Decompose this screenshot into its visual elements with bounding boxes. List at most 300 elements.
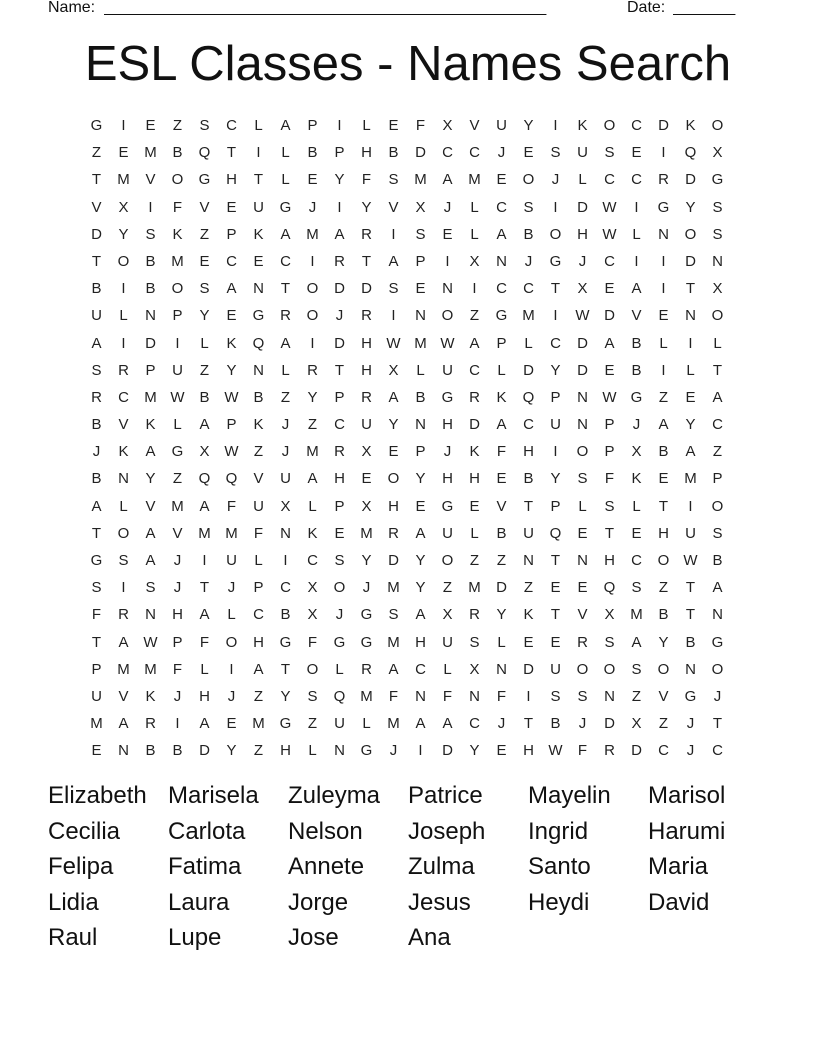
grid-letter: U bbox=[334, 715, 345, 733]
grid-letter: A bbox=[118, 715, 129, 733]
grid-letter: P bbox=[172, 633, 183, 651]
grid-letter: B bbox=[145, 742, 156, 760]
name-blank-line: ____________________________________________________ bbox=[104, 0, 546, 16]
grid-letter: S bbox=[712, 524, 723, 542]
grid-letter: A bbox=[442, 715, 453, 733]
grid-letter: I bbox=[148, 198, 153, 216]
grid-letter: U bbox=[577, 144, 588, 162]
grid-letter: L bbox=[470, 198, 479, 216]
grid-letter: C bbox=[631, 117, 642, 134]
grid-letter: E bbox=[415, 280, 426, 298]
grid-letter: R bbox=[361, 660, 372, 678]
grid-letter: H bbox=[226, 171, 237, 189]
grid-letter: H bbox=[361, 361, 372, 379]
grid-letter: C bbox=[280, 579, 291, 597]
grid-letter: E bbox=[496, 171, 507, 189]
grid-letter: U bbox=[550, 416, 561, 434]
grid-letter: P bbox=[226, 416, 237, 434]
grid-letter: Z bbox=[199, 361, 210, 379]
grid-letter: C bbox=[442, 144, 453, 162]
grid-letter: N bbox=[658, 225, 669, 243]
grid-letter: E bbox=[388, 443, 399, 461]
grid-letter: W bbox=[224, 443, 239, 461]
grid-letter: E bbox=[685, 388, 696, 406]
grid-letter: H bbox=[361, 334, 372, 352]
grid-letter: O bbox=[117, 524, 130, 542]
grid-letter: C bbox=[226, 117, 237, 134]
grid-letter: G bbox=[360, 742, 373, 760]
word-list-item: David bbox=[648, 888, 710, 916]
grid-letter: U bbox=[91, 687, 102, 705]
grid-letter: J bbox=[578, 715, 587, 733]
grid-letter: I bbox=[661, 252, 666, 270]
grid-letter: H bbox=[172, 606, 183, 624]
grid-letter: P bbox=[415, 443, 426, 461]
grid-letter: U bbox=[442, 633, 453, 651]
grid-letter: E bbox=[469, 497, 480, 515]
grid-letter: O bbox=[387, 470, 400, 488]
grid-letter: Z bbox=[199, 225, 210, 243]
grid-letter: L bbox=[200, 334, 209, 352]
grid-letter: N bbox=[712, 606, 723, 624]
grid-letter: G bbox=[360, 633, 373, 651]
grid-letter: L bbox=[227, 606, 236, 624]
grid-letter: E bbox=[415, 497, 426, 515]
grid-letter: L bbox=[632, 497, 641, 515]
grid-letter: E bbox=[361, 470, 372, 488]
grid-letter: I bbox=[661, 361, 666, 379]
grid-letter: M bbox=[198, 524, 211, 542]
grid-letter: J bbox=[713, 687, 722, 705]
grid-letter: U bbox=[253, 198, 264, 216]
grid-letter: T bbox=[658, 497, 669, 515]
grid-letter: T bbox=[550, 280, 561, 298]
grid-letter: E bbox=[334, 524, 345, 542]
grid-letter: K bbox=[496, 388, 507, 406]
grid-letter: N bbox=[523, 552, 534, 569]
word-list-item: Marisela bbox=[168, 782, 259, 809]
grid-letter: X bbox=[712, 144, 723, 162]
grid-letter: D bbox=[577, 198, 588, 216]
grid-letter: M bbox=[171, 497, 184, 515]
grid-letter: A bbox=[334, 225, 345, 243]
grid-letter: J bbox=[308, 198, 317, 216]
grid-letter: M bbox=[225, 524, 238, 542]
word-list-item: Felipa bbox=[48, 853, 114, 881]
grid-letter: C bbox=[496, 198, 507, 216]
grid-letter: A bbox=[91, 497, 102, 515]
grid-letter: D bbox=[334, 334, 345, 352]
grid-letter: N bbox=[118, 470, 129, 488]
grid-letter: S bbox=[388, 171, 399, 189]
grid-letter: J bbox=[335, 307, 344, 325]
grid-letter: S bbox=[388, 280, 399, 298]
grid-letter: P bbox=[496, 334, 507, 352]
grid-letter: M bbox=[306, 225, 319, 243]
grid-letter: L bbox=[254, 117, 263, 134]
grid-letter: K bbox=[172, 225, 183, 243]
word-list-item: Jorge bbox=[288, 888, 349, 916]
grid-letter: L bbox=[281, 171, 290, 189]
grid-letter: A bbox=[712, 388, 723, 406]
grid-letter: B bbox=[523, 470, 534, 488]
word-list-item: Jesus bbox=[408, 888, 471, 916]
grid-letter: Q bbox=[198, 470, 211, 488]
grid-letter: T bbox=[361, 252, 372, 270]
grid-letter: G bbox=[171, 443, 184, 461]
grid-letter: M bbox=[144, 660, 157, 678]
grid-letter: B bbox=[91, 416, 102, 434]
grid-letter: M bbox=[117, 660, 130, 678]
grid-letter: B bbox=[658, 443, 669, 461]
grid-letter: I bbox=[553, 198, 558, 216]
grid-letter: J bbox=[578, 252, 587, 270]
grid-letter: L bbox=[659, 334, 668, 352]
grid-letter: P bbox=[91, 660, 102, 678]
grid-letter: O bbox=[171, 171, 184, 189]
grid-letter: Y bbox=[523, 117, 534, 134]
grid-letter: A bbox=[658, 416, 669, 434]
grid-letter: C bbox=[307, 552, 318, 569]
word-list-item: Fatima bbox=[168, 853, 242, 881]
grid-letter: S bbox=[712, 225, 723, 243]
grid-letter: A bbox=[712, 579, 723, 597]
grid-letter: P bbox=[172, 307, 183, 325]
grid-letter: I bbox=[310, 252, 315, 270]
grid-letter: G bbox=[252, 307, 265, 325]
grid-letter: T bbox=[280, 280, 291, 298]
grid-letter: P bbox=[307, 117, 318, 134]
grid-letter: J bbox=[227, 579, 236, 597]
grid-letter: N bbox=[280, 524, 291, 542]
grid-letter: P bbox=[145, 361, 156, 379]
grid-letter: T bbox=[712, 361, 723, 379]
grid-letter: T bbox=[91, 171, 102, 189]
page-title: ESL Classes - Names Search bbox=[84, 37, 732, 91]
grid-letter: J bbox=[551, 171, 560, 189]
grid-letter: G bbox=[441, 388, 454, 406]
header-line bbox=[48, 0, 748, 20]
grid-letter: E bbox=[550, 579, 561, 597]
grid-letter: J bbox=[281, 443, 290, 461]
grid-letter: I bbox=[418, 742, 423, 760]
grid-letter: Q bbox=[333, 687, 346, 705]
grid-letter: J bbox=[686, 715, 695, 733]
grid-letter: O bbox=[441, 552, 454, 569]
grid-letter: L bbox=[713, 334, 722, 352]
word-list-item: Jose bbox=[288, 924, 339, 952]
grid-letter: X bbox=[415, 198, 426, 216]
grid-letter: E bbox=[658, 470, 669, 488]
grid-letter: L bbox=[281, 144, 290, 162]
grid-letter: Y bbox=[658, 633, 669, 651]
grid-letter: V bbox=[496, 497, 507, 515]
grid-letter: X bbox=[469, 660, 480, 678]
grid-letter: L bbox=[416, 361, 425, 379]
grid-letter: B bbox=[280, 606, 291, 624]
grid-letter: B bbox=[496, 524, 507, 542]
grid-letter: L bbox=[578, 171, 587, 189]
grid-letter: X bbox=[469, 252, 480, 270]
word-list-item: Ingrid bbox=[528, 817, 589, 845]
grid-letter: E bbox=[199, 252, 210, 270]
grid-letter: V bbox=[118, 416, 129, 434]
grid-letter: B bbox=[91, 280, 102, 298]
grid-letter: Y bbox=[361, 552, 372, 569]
grid-letter: L bbox=[200, 660, 209, 678]
grid-letter: W bbox=[143, 633, 158, 651]
grid-letter: C bbox=[604, 171, 615, 189]
grid-letter: C bbox=[712, 742, 723, 760]
grid-letter: S bbox=[631, 579, 642, 597]
grid-letter: M bbox=[360, 524, 373, 542]
grid-letter: O bbox=[306, 307, 319, 325]
grid-letter: N bbox=[685, 660, 696, 678]
grid-letter: U bbox=[442, 361, 453, 379]
grid-letter: P bbox=[226, 225, 237, 243]
grid-letter: S bbox=[604, 633, 615, 651]
grid-letter: L bbox=[443, 660, 452, 678]
grid-letter: A bbox=[145, 552, 156, 569]
grid-letter: X bbox=[442, 117, 453, 134]
grid-letter: N bbox=[469, 687, 480, 705]
grid-letter: S bbox=[145, 579, 156, 597]
grid-letter: N bbox=[496, 660, 507, 678]
grid-letter: I bbox=[553, 443, 558, 461]
grid-letter: H bbox=[658, 524, 669, 542]
grid-letter: C bbox=[658, 742, 669, 760]
grid-letter: X bbox=[118, 198, 129, 216]
grid-letter: T bbox=[199, 579, 210, 597]
grid-letter: I bbox=[337, 117, 342, 134]
grid-letter: O bbox=[117, 252, 130, 270]
word-list-item: Marisol bbox=[648, 782, 726, 809]
grid-letter: R bbox=[307, 361, 318, 379]
grid-letter: S bbox=[550, 144, 561, 162]
grid-letter: W bbox=[386, 334, 401, 352]
word-list-item: Heydi bbox=[528, 888, 590, 916]
grid-letter: J bbox=[443, 198, 452, 216]
grid-letter: Y bbox=[226, 742, 237, 760]
grid-letter: H bbox=[577, 225, 588, 243]
grid-letter: R bbox=[334, 252, 345, 270]
grid-letter: X bbox=[712, 280, 723, 298]
grid-letter: M bbox=[468, 579, 481, 597]
grid-letter: I bbox=[661, 280, 666, 298]
grid-letter: Z bbox=[307, 715, 318, 733]
grid-letter: A bbox=[253, 660, 264, 678]
grid-letter: B bbox=[145, 280, 156, 298]
grid-letter: O bbox=[549, 225, 562, 243]
grid-letter: H bbox=[199, 687, 210, 705]
grid-letter: H bbox=[469, 470, 480, 488]
grid-letter: R bbox=[145, 715, 156, 733]
grid-letter: B bbox=[415, 388, 426, 406]
name-label: Name: bbox=[48, 0, 96, 16]
grid-letter: G bbox=[279, 633, 292, 651]
grid-letter: Y bbox=[415, 579, 426, 597]
grid-letter: A bbox=[118, 633, 129, 651]
grid-letter: H bbox=[253, 633, 264, 651]
grid-letter: F bbox=[415, 117, 426, 134]
grid-letter: N bbox=[415, 416, 426, 434]
grid-letter: L bbox=[335, 660, 344, 678]
grid-letter: V bbox=[253, 470, 264, 488]
grid-letter: Y bbox=[550, 470, 561, 488]
grid-letter: A bbox=[199, 497, 210, 515]
grid-letter: A bbox=[442, 171, 453, 189]
grid-letter: A bbox=[388, 388, 399, 406]
letter-grid bbox=[83, 112, 731, 765]
grid-letter: E bbox=[658, 307, 669, 325]
grid-letter: A bbox=[280, 334, 291, 352]
grid-letter: X bbox=[361, 443, 372, 461]
grid-letter: X bbox=[307, 579, 318, 597]
grid-letter: L bbox=[470, 524, 479, 542]
grid-letter: V bbox=[145, 497, 156, 515]
grid-letter: L bbox=[254, 552, 263, 569]
grid-letter: W bbox=[602, 225, 617, 243]
grid-letter: N bbox=[253, 280, 264, 298]
grid-letter: G bbox=[711, 633, 724, 651]
grid-letter: H bbox=[361, 144, 372, 162]
grid-letter: S bbox=[604, 144, 615, 162]
grid-letter: J bbox=[227, 687, 236, 705]
grid-letter: O bbox=[306, 280, 319, 298]
grid-letter: G bbox=[657, 198, 670, 216]
grid-letter: J bbox=[389, 742, 398, 760]
grid-letter: Z bbox=[712, 443, 723, 461]
grid-letter: M bbox=[117, 171, 130, 189]
grid-letter: H bbox=[523, 742, 534, 760]
grid-letter: S bbox=[388, 606, 399, 624]
grid-letter: W bbox=[170, 388, 185, 406]
grid-letter: L bbox=[173, 416, 182, 434]
grid-letter: Q bbox=[684, 144, 697, 162]
grid-letter: Q bbox=[198, 144, 211, 162]
grid-letter: O bbox=[333, 579, 346, 597]
grid-letter: J bbox=[173, 687, 182, 705]
grid-letter: I bbox=[661, 144, 666, 162]
grid-letter: J bbox=[524, 252, 533, 270]
grid-letter: R bbox=[658, 171, 669, 189]
grid-letter: H bbox=[442, 470, 453, 488]
grid-letter: V bbox=[469, 117, 480, 134]
grid-letter: I bbox=[553, 307, 558, 325]
grid-letter: A bbox=[199, 606, 210, 624]
grid-letter: H bbox=[604, 552, 615, 569]
grid-letter: A bbox=[415, 524, 426, 542]
grid-letter: G bbox=[90, 117, 103, 134]
grid-letter: F bbox=[172, 198, 183, 216]
grid-letter: M bbox=[414, 334, 427, 352]
grid-letter: B bbox=[253, 388, 264, 406]
grid-letter: L bbox=[281, 361, 290, 379]
grid-letter: O bbox=[306, 660, 319, 678]
grid-letter: G bbox=[360, 606, 373, 624]
grid-letter: I bbox=[175, 334, 180, 352]
grid-letter: A bbox=[388, 660, 399, 678]
word-list-item: Laura bbox=[168, 888, 230, 916]
grid-letter: C bbox=[631, 171, 642, 189]
grid-letter: R bbox=[577, 633, 588, 651]
grid-letter: L bbox=[470, 225, 479, 243]
grid-letter: O bbox=[225, 633, 238, 651]
grid-letter: E bbox=[604, 361, 615, 379]
grid-letter: M bbox=[90, 715, 103, 733]
grid-letter: N bbox=[577, 552, 588, 569]
grid-letter: F bbox=[496, 687, 507, 705]
grid-letter: Z bbox=[469, 552, 480, 569]
grid-letter: D bbox=[199, 742, 210, 760]
grid-letter: G bbox=[90, 552, 103, 569]
grid-letter: A bbox=[307, 470, 318, 488]
grid-letter: D bbox=[334, 280, 345, 298]
grid-letter: U bbox=[226, 552, 237, 569]
grid-letter: P bbox=[334, 388, 345, 406]
grid-letter: B bbox=[145, 252, 156, 270]
grid-letter: V bbox=[658, 687, 669, 705]
grid-letter: E bbox=[523, 144, 534, 162]
grid-letter: A bbox=[280, 225, 291, 243]
grid-letter: X bbox=[631, 715, 642, 733]
grid-letter: C bbox=[550, 334, 561, 352]
grid-letter: S bbox=[91, 579, 102, 597]
grid-letter: C bbox=[604, 252, 615, 270]
grid-letter: R bbox=[361, 307, 372, 325]
grid-letter: E bbox=[226, 715, 237, 733]
grid-letter: I bbox=[391, 307, 396, 325]
grid-letter: F bbox=[307, 633, 318, 651]
grid-letter: I bbox=[553, 117, 558, 134]
grid-letter: D bbox=[388, 552, 399, 569]
grid-letter: F bbox=[577, 742, 588, 760]
grid-letter: D bbox=[496, 579, 507, 597]
grid-letter: J bbox=[497, 144, 506, 162]
grid-letter: F bbox=[604, 470, 615, 488]
grid-letter: K bbox=[577, 117, 588, 134]
grid-letter: K bbox=[685, 117, 696, 134]
grid-letter: F bbox=[199, 633, 210, 651]
grid-letter: O bbox=[711, 497, 724, 515]
grid-letter: L bbox=[497, 633, 506, 651]
grid-letter: V bbox=[145, 171, 156, 189]
grid-letter: O bbox=[576, 660, 589, 678]
grid-letter: Y bbox=[307, 388, 318, 406]
grid-letter: A bbox=[604, 334, 615, 352]
grid-letter: D bbox=[91, 225, 102, 243]
grid-letter: H bbox=[388, 497, 399, 515]
grid-letter: A bbox=[496, 416, 507, 434]
grid-letter: X bbox=[388, 361, 399, 379]
grid-letter: R bbox=[91, 388, 102, 406]
grid-letter: A bbox=[145, 443, 156, 461]
grid-letter: Y bbox=[145, 470, 156, 488]
grid-letter: B bbox=[172, 742, 183, 760]
grid-letter: F bbox=[172, 660, 183, 678]
grid-letter: G bbox=[198, 171, 211, 189]
word-list-item: Raul bbox=[48, 924, 98, 952]
grid-letter: R bbox=[469, 388, 480, 406]
grid-letter: N bbox=[442, 280, 453, 298]
word-list-item: Harumi bbox=[648, 817, 726, 845]
grid-letter: L bbox=[308, 742, 317, 760]
grid-letter: L bbox=[578, 497, 587, 515]
grid-letter: L bbox=[524, 334, 533, 352]
grid-letter: A bbox=[199, 416, 210, 434]
grid-letter: O bbox=[657, 660, 670, 678]
grid-letter: D bbox=[442, 742, 453, 760]
